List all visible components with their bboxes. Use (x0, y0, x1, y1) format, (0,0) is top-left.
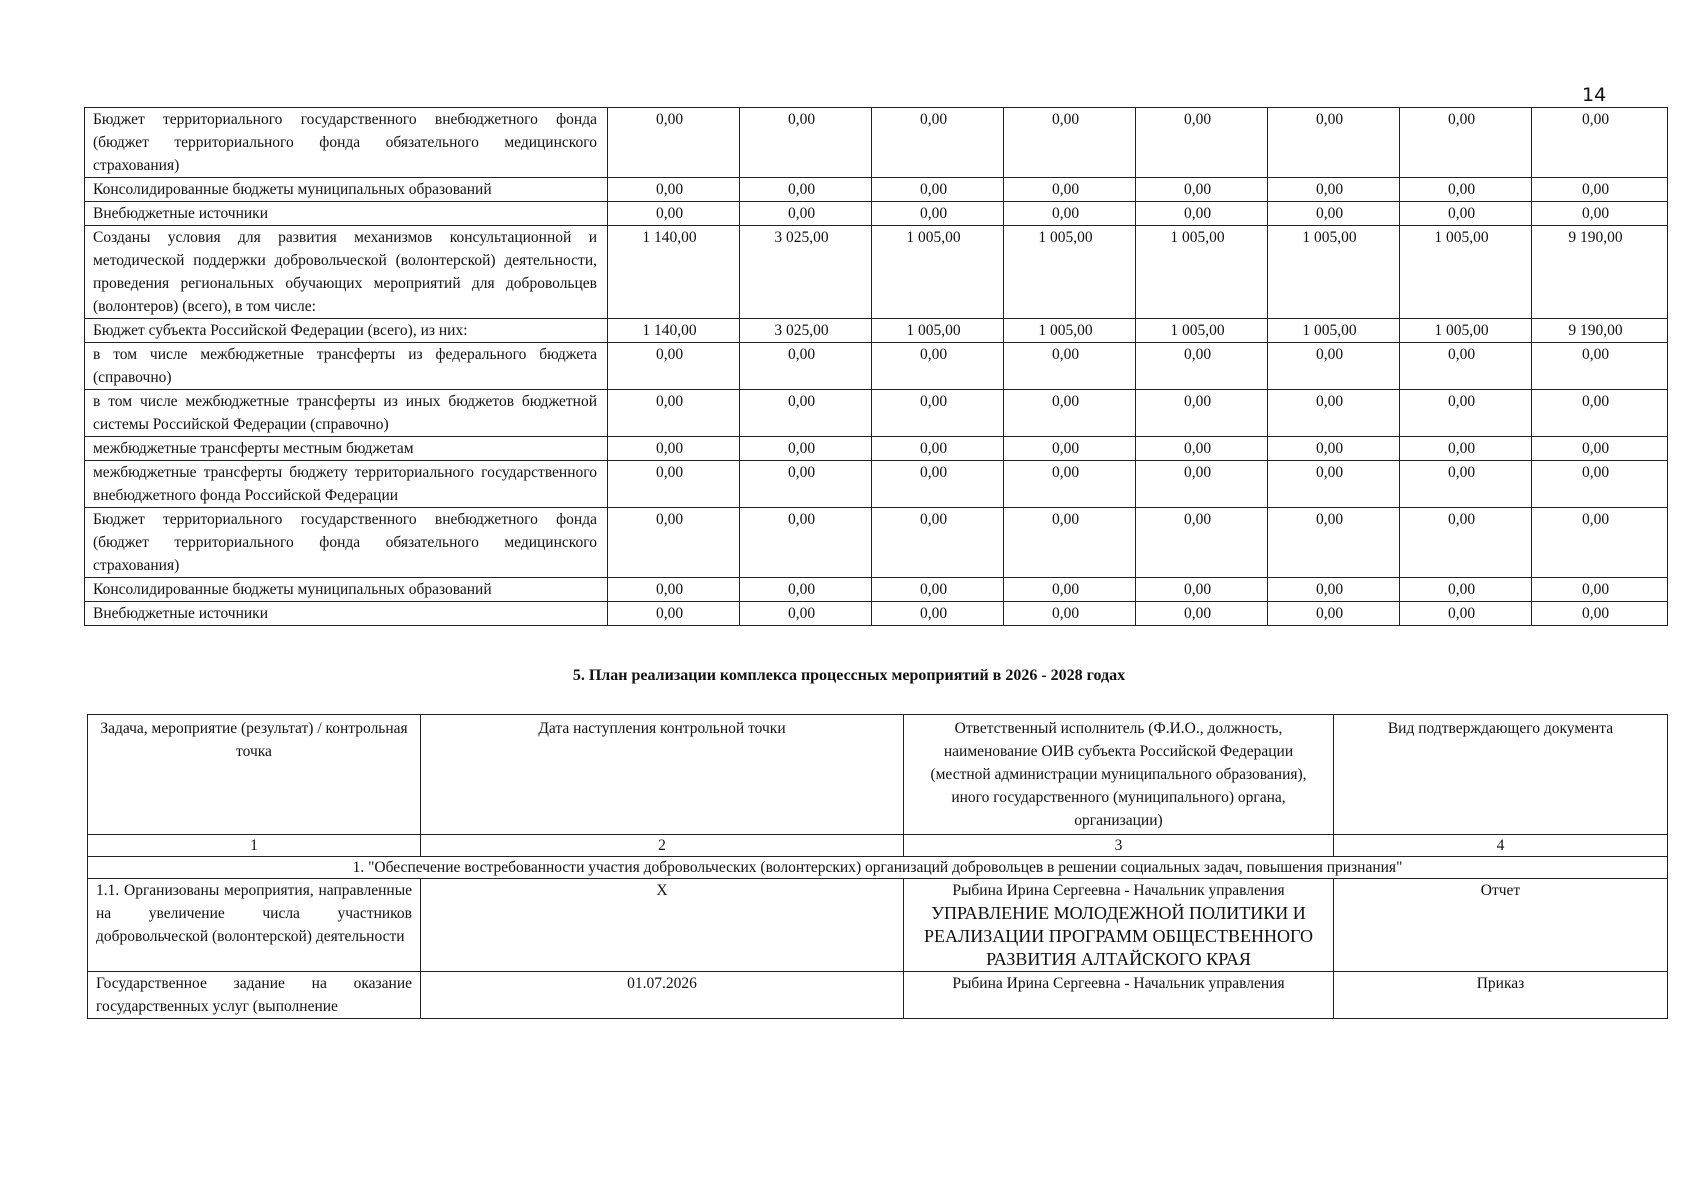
budget-value (872, 226, 1004, 319)
budget-value (1004, 202, 1136, 226)
budget-value-text: 1 005,00 (1038, 229, 1093, 246)
budget-row (85, 578, 1668, 602)
budget-value (1004, 343, 1136, 390)
budget-value-text: 1 005,00 (1434, 322, 1489, 339)
budget-row-label: Внебюджетные источники (85, 202, 608, 226)
budget-value-text: 0,00 (919, 346, 948, 363)
budget-value (1136, 508, 1268, 578)
budget-value-text: 0,00 (1581, 393, 1610, 410)
budget-value-text: 0,00 (1447, 581, 1476, 598)
budget-row (85, 108, 1668, 178)
budget-value (1532, 578, 1668, 602)
budget-value (1532, 108, 1668, 178)
budget-value (1004, 437, 1136, 461)
budget-value (1004, 226, 1136, 319)
budget-value (740, 178, 872, 202)
responsible-cell (904, 879, 1334, 972)
budget-value (1004, 390, 1136, 437)
budget-value (872, 508, 1004, 578)
budget-value-text: 0,00 (919, 511, 948, 528)
budget-value-text: 0,00 (787, 464, 816, 481)
budget-value (1136, 343, 1268, 390)
budget-value-text: 0,00 (655, 581, 684, 598)
budget-value (1136, 461, 1268, 508)
budget-row-label: Консолидированные бюджеты муниципальных образований (85, 578, 608, 602)
budget-value-text: 0,00 (1183, 605, 1212, 622)
budget-value-text: 0,00 (655, 393, 684, 410)
budget-value (740, 108, 872, 178)
budget-row-label: Бюджет территориального государственного внебюджетного фонда (бюджет территориального фонда обязательного медицинского страхования) (85, 508, 608, 578)
budget-value (608, 202, 740, 226)
budget-value-text: 0,00 (919, 440, 948, 457)
budget-value-text: 0,00 (1315, 205, 1344, 222)
budget-value-text: 0,00 (1447, 605, 1476, 622)
responsible-person: Рыбина Ирина Сергеевна - Начальник управления (952, 882, 1285, 899)
budget-value (1136, 390, 1268, 437)
budget-value-text: 1 005,00 (1170, 322, 1225, 339)
header-document: Вид подтверждающего документа (1334, 715, 1668, 835)
header-task: Задача, мероприятие (результат) / контрольная точка (88, 715, 421, 835)
budget-value (1268, 602, 1400, 626)
budget-value (1400, 508, 1532, 578)
budget-row (85, 319, 1668, 343)
column-number: 2 (421, 835, 904, 857)
budget-row (85, 461, 1668, 508)
budget-row (85, 602, 1668, 626)
budget-row (85, 437, 1668, 461)
date-cell: X (421, 879, 904, 972)
budget-value (1136, 202, 1268, 226)
budget-value-text: 0,00 (787, 205, 816, 222)
budget-value (608, 578, 740, 602)
budget-value (608, 319, 740, 343)
budget-value (1268, 578, 1400, 602)
budget-value (872, 437, 1004, 461)
budget-value-text: 0,00 (655, 205, 684, 222)
budget-value-text: 9 190,00 (1568, 322, 1623, 339)
budget-value-text: 0,00 (1051, 511, 1080, 528)
budget-value-text: 3 025,00 (774, 229, 829, 246)
budget-value (1400, 461, 1532, 508)
budget-value-text: 0,00 (1183, 464, 1212, 481)
budget-value (1268, 226, 1400, 319)
budget-value (1136, 319, 1268, 343)
budget-value-text: 0,00 (1183, 111, 1212, 128)
budget-value (872, 178, 1004, 202)
budget-value (872, 578, 1004, 602)
budget-row (85, 226, 1668, 319)
budget-value (608, 390, 740, 437)
budget-value-text: 1 005,00 (906, 229, 961, 246)
budget-value-text: 0,00 (1183, 511, 1212, 528)
plan-column-numbers-row (88, 835, 1668, 857)
budget-value-text: 0,00 (1051, 181, 1080, 198)
budget-value-text: 0,00 (1315, 181, 1344, 198)
budget-value-text: 0,00 (1051, 393, 1080, 410)
budget-value (872, 461, 1004, 508)
budget-value (1400, 226, 1532, 319)
budget-value (1400, 602, 1532, 626)
budget-value-text: 1 140,00 (642, 322, 697, 339)
budget-value-text: 0,00 (1051, 440, 1080, 457)
budget-value-text: 0,00 (787, 605, 816, 622)
budget-value-text: 0,00 (1051, 205, 1080, 222)
budget-value-text: 1 005,00 (1434, 229, 1489, 246)
budget-value (1532, 508, 1668, 578)
budget-value (740, 508, 872, 578)
budget-value (872, 343, 1004, 390)
budget-value-text: 1 005,00 (1170, 229, 1225, 246)
budget-value (1136, 437, 1268, 461)
budget-value (1532, 390, 1668, 437)
budget-value (872, 319, 1004, 343)
plan-row (88, 879, 1668, 972)
budget-value (1532, 602, 1668, 626)
task-cell: Государственное задание на оказание государственных услуг (выполнение (88, 972, 421, 1019)
responsible-cell (904, 972, 1334, 1019)
budget-value-text: 0,00 (1447, 393, 1476, 410)
budget-value-text: 0,00 (655, 605, 684, 622)
budget-row-label: в том числе межбюджетные трансферты из иных бюджетов бюджетной системы Российской Федерации (справочно) (85, 390, 608, 437)
budget-value (1136, 226, 1268, 319)
budget-value (1532, 202, 1668, 226)
budget-value-text: 0,00 (1581, 205, 1610, 222)
date-cell: 01.07.2026 (421, 972, 904, 1019)
budget-value (872, 108, 1004, 178)
budget-value-text: 0,00 (1581, 111, 1610, 128)
budget-value (1136, 178, 1268, 202)
budget-value-text: 0,00 (1581, 581, 1610, 598)
budget-value-text: 0,00 (787, 440, 816, 457)
task-cell: 1.1. Организованы мероприятия, направленные на увеличение числа участников добровольческой (волонтерской) деятельности (88, 879, 421, 972)
budget-value (1400, 343, 1532, 390)
budget-value (740, 437, 872, 461)
budget-value-text: 0,00 (1581, 440, 1610, 457)
budget-value (740, 343, 872, 390)
budget-value (740, 461, 872, 508)
budget-value-text: 0,00 (919, 464, 948, 481)
responsible-person: Рыбина Ирина Сергеевна - Начальник управления (952, 975, 1285, 992)
budget-value-text: 0,00 (1183, 440, 1212, 457)
budget-value-text: 9 190,00 (1568, 229, 1623, 246)
budget-value-text: 0,00 (655, 464, 684, 481)
budget-value (608, 343, 740, 390)
budget-value-text: 0,00 (1581, 346, 1610, 363)
budget-row-label: Внебюджетные источники (85, 602, 608, 626)
budget-value (740, 319, 872, 343)
budget-row-label: в том числе межбюджетные трансферты из федерального бюджета (справочно) (85, 343, 608, 390)
budget-value-text: 0,00 (787, 346, 816, 363)
budget-value (1268, 461, 1400, 508)
budget-value-text: 0,00 (787, 111, 816, 128)
budget-value-text: 0,00 (1581, 464, 1610, 481)
budget-row (85, 343, 1668, 390)
budget-value-text: 0,00 (1051, 605, 1080, 622)
budget-value-text: 0,00 (1315, 464, 1344, 481)
page-number: 14 (1582, 84, 1607, 106)
budget-value-text: 0,00 (655, 111, 684, 128)
column-number: 4 (1334, 835, 1668, 857)
budget-value (1400, 108, 1532, 178)
budget-value (740, 390, 872, 437)
budget-value-text: 0,00 (1315, 511, 1344, 528)
header-responsible: Ответственный исполнитель (Ф.И.О., должность, наименование ОИВ субъекта Российской Федерации (местной администрации муниципального образования), иного государственного (муниципального) органа, организации) (904, 715, 1334, 835)
budget-value-text: 0,00 (1315, 581, 1344, 598)
budget-row-label: межбюджетные трансферты местным бюджетам (85, 437, 608, 461)
plan-header-row (88, 715, 1668, 835)
budget-value-text: 0,00 (1447, 346, 1476, 363)
budget-value-text: 0,00 (655, 181, 684, 198)
budget-value (740, 602, 872, 626)
budget-value (1400, 202, 1532, 226)
budget-value-text: 0,00 (787, 393, 816, 410)
budget-value-text: 0,00 (1447, 181, 1476, 198)
budget-value (608, 508, 740, 578)
budget-value (1400, 578, 1532, 602)
budget-row (85, 508, 1668, 578)
budget-row-label: Созданы условия для развития механизмов консультационной и методической поддержки добровольческой (волонтерской) деятельности, проведения региональных обучающих мероприятий для добровольцев (волонтеров) (всего), в том числе: (85, 226, 608, 319)
budget-value-text: 0,00 (1183, 346, 1212, 363)
budget-value (608, 437, 740, 461)
budget-value (1268, 108, 1400, 178)
budget-value-text: 0,00 (655, 346, 684, 363)
budget-value-text: 0,00 (1315, 440, 1344, 457)
section-title: 5. План реализации комплекса процессных мероприятий в 2026 - 2028 годах (572, 667, 1126, 684)
budget-value (608, 602, 740, 626)
budget-value (1532, 178, 1668, 202)
budget-row-label: Бюджет субъекта Российской Федерации (всего), из них: (85, 319, 608, 343)
budget-value (1400, 390, 1532, 437)
budget-table-body (85, 108, 1668, 626)
budget-value (872, 390, 1004, 437)
header-date: Дата наступления контрольной точки (421, 715, 904, 835)
budget-value (1268, 202, 1400, 226)
budget-row (85, 202, 1668, 226)
column-number: 3 (904, 835, 1334, 857)
budget-value (1532, 437, 1668, 461)
budget-row (85, 390, 1668, 437)
budget-row-label: Бюджет территориального государственного внебюджетного фонда (бюджет территориального фонда обязательного медицинского страхования) (85, 108, 608, 178)
budget-value-text: 0,00 (787, 511, 816, 528)
budget-row-label: межбюджетные трансферты бюджету территориального государственного внебюджетного фонда Российской Федерации (85, 461, 608, 508)
budget-value-text: 1 005,00 (1038, 322, 1093, 339)
budget-value (1268, 343, 1400, 390)
budget-value-text: 0,00 (1183, 393, 1212, 410)
group-title: 1. "Обеспечение востребованности участия добровольческих (волонтерских) организаций добровольцев в решении социальных задач, повышения признания" (88, 857, 1668, 879)
budget-value-text: 0,00 (919, 181, 948, 198)
budget-value-text: 0,00 (1447, 205, 1476, 222)
budget-value (872, 202, 1004, 226)
budget-value-text: 1 005,00 (1302, 322, 1357, 339)
budget-value (740, 202, 872, 226)
budget-value-text: 0,00 (919, 111, 948, 128)
budget-value-text: 0,00 (1447, 511, 1476, 528)
budget-value-text: 0,00 (1447, 111, 1476, 128)
budget-value-text: 0,00 (787, 581, 816, 598)
budget-value (1532, 226, 1668, 319)
budget-value (1268, 390, 1400, 437)
budget-value (1400, 319, 1532, 343)
budget-value (1136, 578, 1268, 602)
budget-value-text: 0,00 (655, 440, 684, 457)
budget-value (1004, 319, 1136, 343)
budget-value-text: 0,00 (655, 511, 684, 528)
budget-value (1532, 461, 1668, 508)
budget-value-text: 0,00 (1315, 605, 1344, 622)
budget-value (1004, 108, 1136, 178)
budget-value (1268, 508, 1400, 578)
budget-row-label: Консолидированные бюджеты муниципальных образований (85, 178, 608, 202)
budget-value-text: 0,00 (919, 581, 948, 598)
budget-value-text: 0,00 (787, 181, 816, 198)
budget-value (1004, 578, 1136, 602)
budget-value-text: 0,00 (1051, 581, 1080, 598)
budget-value (1400, 437, 1532, 461)
budget-value (608, 178, 740, 202)
budget-value (1268, 319, 1400, 343)
budget-value-text: 1 140,00 (642, 229, 697, 246)
budget-value (1136, 108, 1268, 178)
budget-value (1004, 602, 1136, 626)
budget-value-text: 0,00 (1183, 581, 1212, 598)
budget-value-text: 0,00 (1581, 511, 1610, 528)
document-cell: Отчет (1334, 879, 1668, 972)
budget-value (872, 602, 1004, 626)
budget-row (85, 178, 1668, 202)
budget-value-text: 0,00 (1183, 181, 1212, 198)
plan-table (87, 714, 1668, 1019)
budget-value (1532, 343, 1668, 390)
budget-value-text: 0,00 (1315, 111, 1344, 128)
budget-value-text: 0,00 (1315, 346, 1344, 363)
budget-value (1004, 508, 1136, 578)
budget-value (1532, 319, 1668, 343)
budget-value-text: 0,00 (1315, 393, 1344, 410)
budget-value (608, 461, 740, 508)
budget-value-text: 0,00 (1447, 440, 1476, 457)
budget-table (84, 107, 1668, 626)
budget-value-text: 0,00 (1183, 205, 1212, 222)
budget-value (608, 108, 740, 178)
responsible-organization: УПРАВЛЕНИЕ МОЛОДЕЖНОЙ ПОЛИТИКИ И РЕАЛИЗАЦИИ ПРОГРАММ ОБЩЕСТВЕННОГО РАЗВИТИЯ АЛТАЙСКОГО КРАЯ (923, 903, 1314, 969)
budget-value-text: 0,00 (919, 605, 948, 622)
column-number: 1 (88, 835, 421, 857)
budget-value (1268, 437, 1400, 461)
plan-row (88, 972, 1668, 1019)
budget-value (740, 578, 872, 602)
budget-value-text: 0,00 (1581, 181, 1610, 198)
budget-value-text: 0,00 (1051, 346, 1080, 363)
budget-value-text: 0,00 (919, 393, 948, 410)
budget-value-text: 3 025,00 (774, 322, 829, 339)
budget-value (1004, 461, 1136, 508)
budget-value (608, 226, 740, 319)
budget-value-text: 0,00 (1581, 605, 1610, 622)
budget-value-text: 0,00 (1051, 111, 1080, 128)
budget-value-text: 0,00 (1051, 464, 1080, 481)
plan-group-row (88, 857, 1668, 879)
budget-value-text: 0,00 (1447, 464, 1476, 481)
budget-value (1268, 178, 1400, 202)
budget-value-text: 1 005,00 (906, 322, 961, 339)
document-cell: Приказ (1334, 972, 1668, 1019)
budget-value-text: 0,00 (919, 205, 948, 222)
budget-value (1400, 178, 1532, 202)
budget-value (1136, 602, 1268, 626)
budget-value (1004, 178, 1136, 202)
budget-value-text: 1 005,00 (1302, 229, 1357, 246)
budget-value (740, 226, 872, 319)
